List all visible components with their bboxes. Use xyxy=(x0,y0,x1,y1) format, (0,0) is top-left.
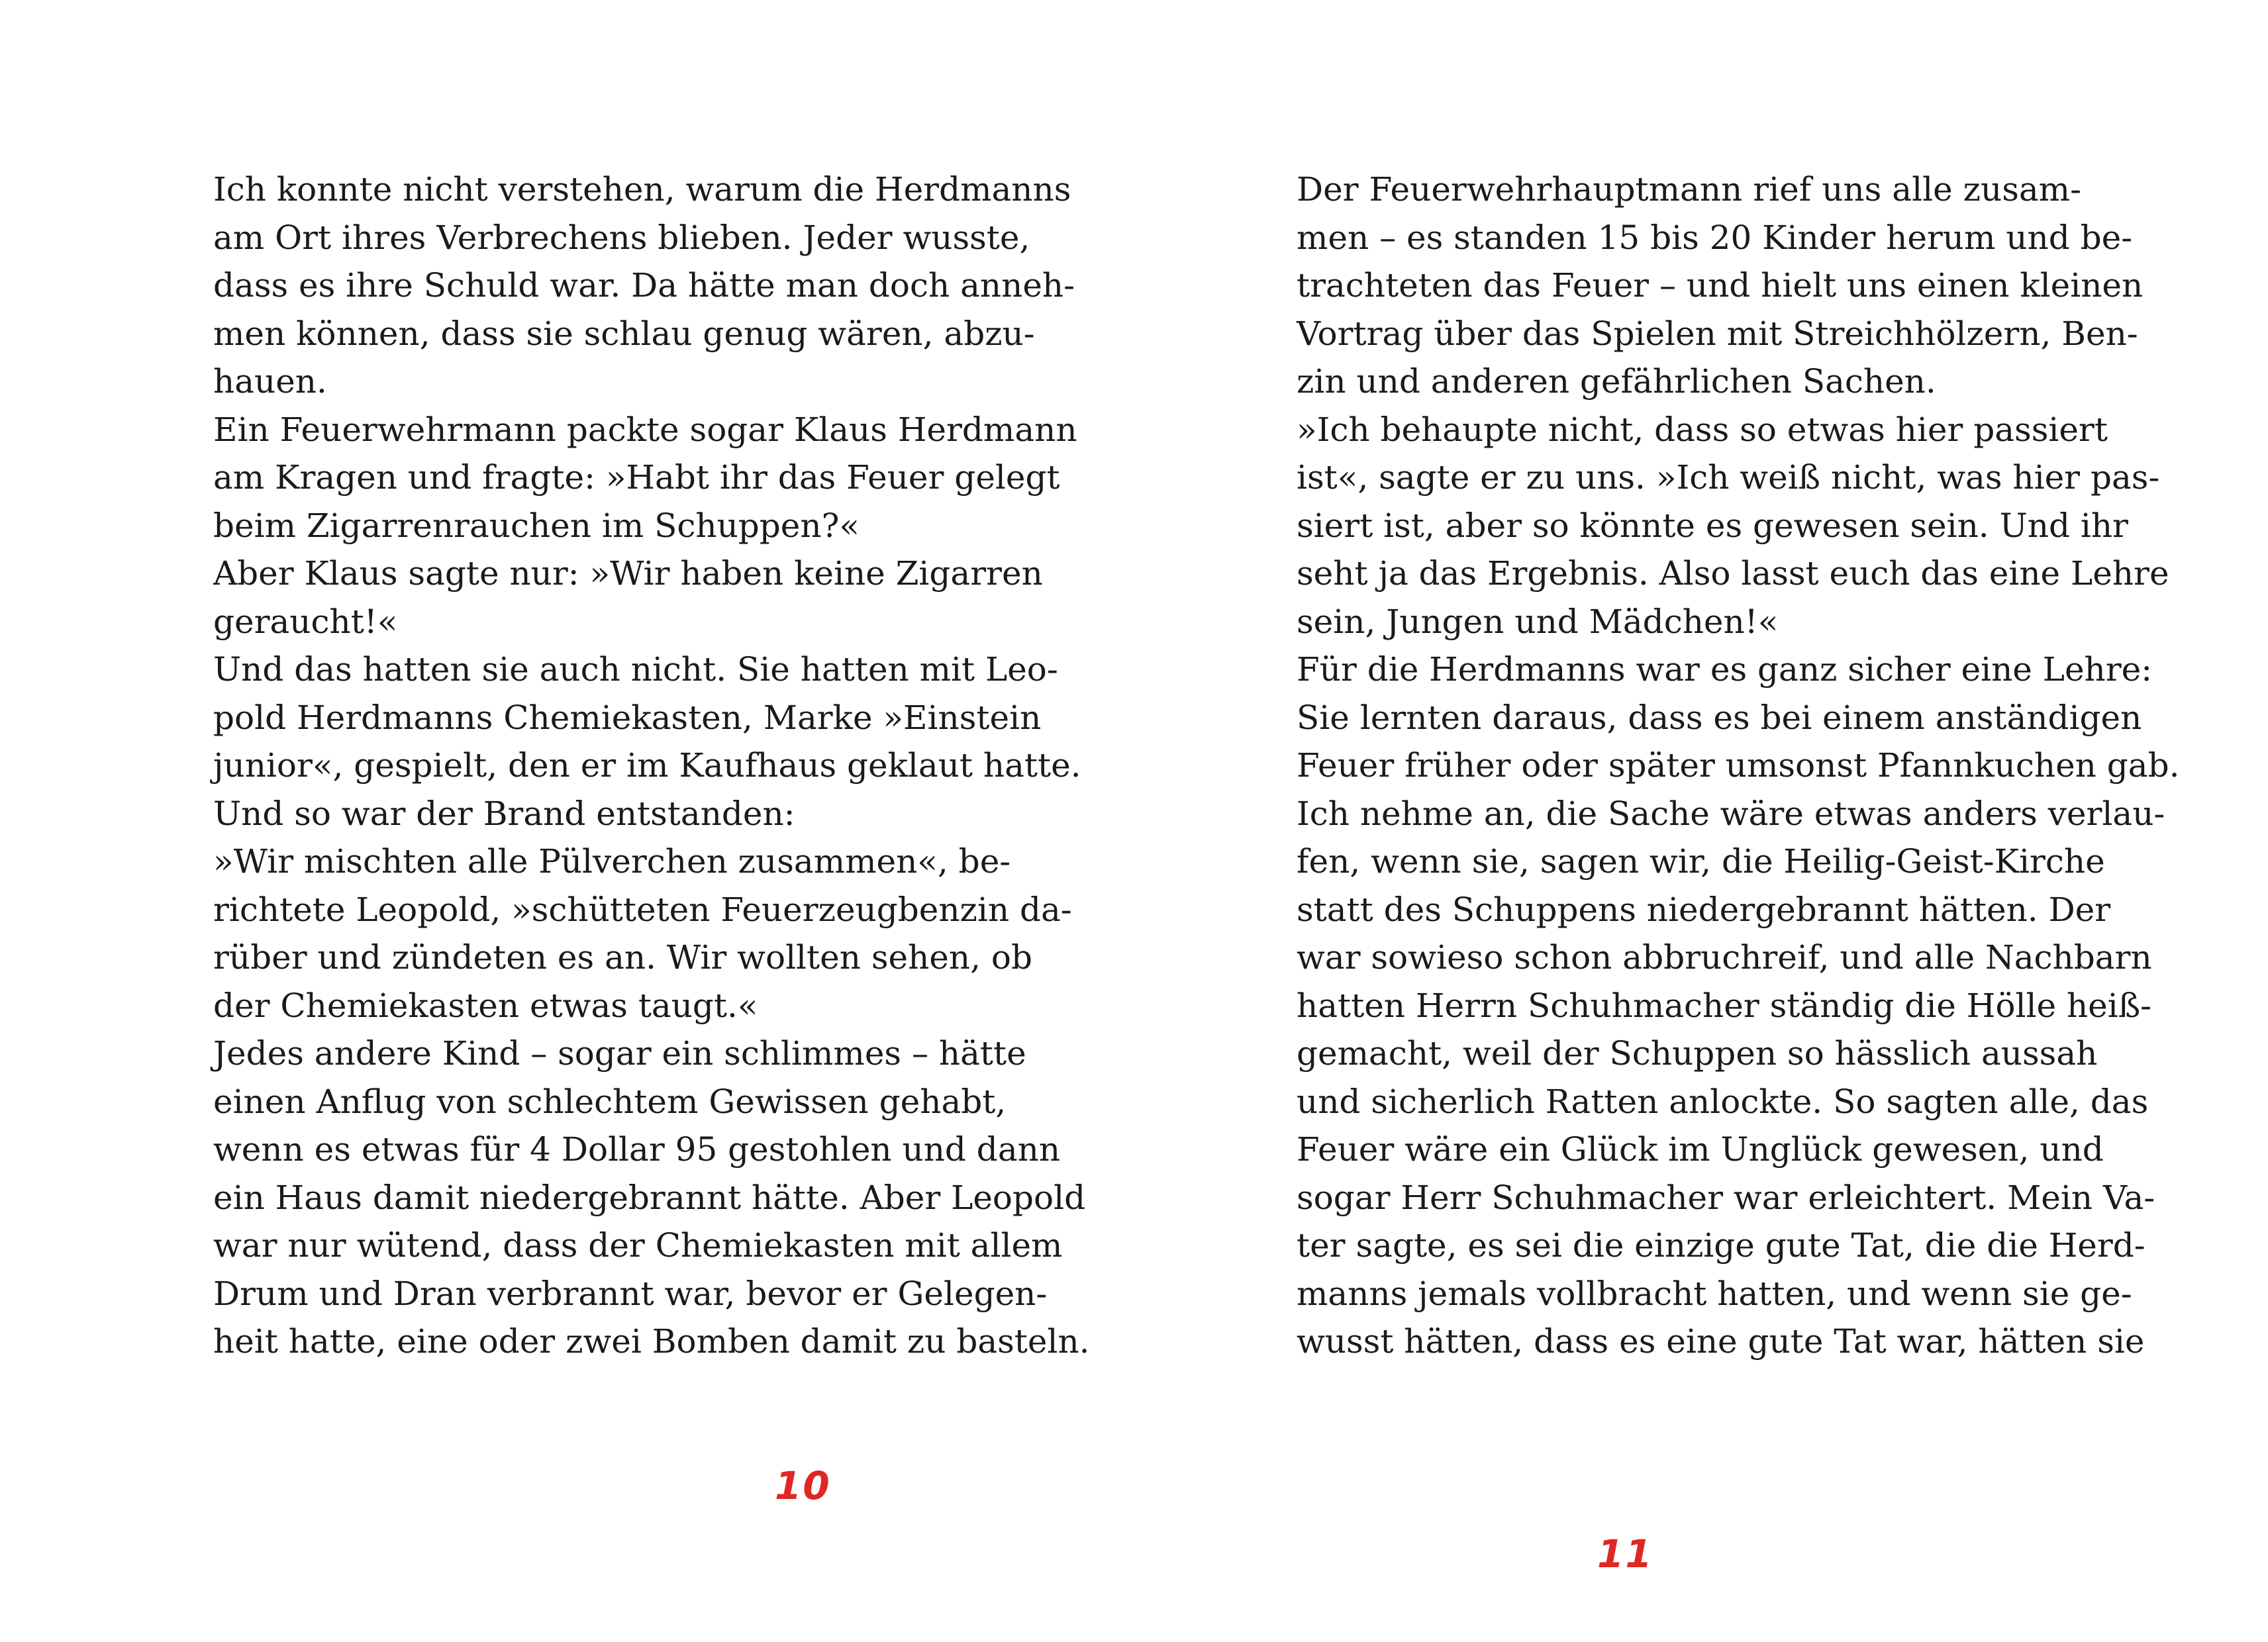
text-line: Drum und Dran verbrannt war, bevor er Gelegen- xyxy=(213,1274,1048,1313)
text-line: Jedes andere Kind – sogar ein schlimmes – hätte xyxy=(213,1034,1026,1073)
text-line: der Chemiekasten etwas taugt.« xyxy=(213,986,758,1025)
text-line: sein, Jungen und Mädchen!« xyxy=(1297,602,1779,641)
text-line: ein Haus damit niedergebrannt hätte. Aber Leopold xyxy=(213,1178,1086,1217)
text-line: Ein Feuerwehrmann packte sogar Klaus Herdmann xyxy=(213,410,1077,449)
text-line: Und das hatten sie auch nicht. Sie hatten mit Leo- xyxy=(213,650,1058,689)
text-line: war nur wütend, dass der Chemiekasten mit allem xyxy=(213,1226,1063,1265)
text-line: sogar Herr Schuhmacher war erleichtert. Mein Va- xyxy=(1297,1178,2155,1217)
text-line: Ich konnte nicht verstehen, warum die Herdmanns xyxy=(213,170,1071,209)
text-line: zin und anderen gefährlichen Sachen. xyxy=(1297,362,1936,401)
text-line: pold Herdmanns Chemiekasten, Marke »Einstein xyxy=(213,698,1042,737)
text-line: fen, wenn sie, sagen wir, die Heilig-Geist-Kirche xyxy=(1297,842,2105,881)
text-line: beim Zigarrenrauchen im Schuppen?« xyxy=(213,506,860,545)
text-line: dass es ihre Schuld war. Da hätte man doch anneh- xyxy=(213,266,1075,305)
text-line: und sicherlich Ratten anlockte. So sagten alle, das xyxy=(1297,1082,2149,1121)
text-line: wenn es etwas für 4 Dollar 95 gestohlen und dann xyxy=(213,1130,1061,1169)
text-line: junior«, gespielt, den er im Kaufhaus geklaut hatte. xyxy=(213,746,1081,785)
right-page xyxy=(1134,0,2267,1642)
text-line: Ich nehme an, die Sache wäre etwas anders verlau- xyxy=(1297,794,2165,833)
text-line: richtete Leopold, »schütteten Feuerzeugbenzin da- xyxy=(213,890,1072,929)
text-line: Und so war der Brand entstanden: xyxy=(213,794,795,833)
text-line: manns jemals vollbracht hatten, und wenn sie ge- xyxy=(1297,1274,2132,1313)
left-page-text xyxy=(213,166,1090,1366)
text-line: Vortrag über das Spielen mit Streichhölzern, Ben- xyxy=(1297,314,2138,353)
text-line: »Ich behaupte nicht, dass so etwas hier passiert xyxy=(1297,410,2108,449)
text-line: am Kragen und fragte: »Habt ihr das Feuer gelegt xyxy=(213,458,1060,497)
text-line: Aber Klaus sagte nur: »Wir haben keine Zigarren xyxy=(213,554,1043,593)
text-line: Feuer früher oder später umsonst Pfannkuchen gab. xyxy=(1297,746,2180,785)
text-line: »Wir mischten alle Pülverchen zusammen«, be- xyxy=(213,842,1011,881)
text-line: seht ja das Ergebnis. Also lasst euch das eine Lehre xyxy=(1297,554,2169,593)
text-line: Feuer wäre ein Glück im Unglück gewesen, und xyxy=(1297,1130,2104,1169)
text-line: siert ist, aber so könnte es gewesen sein. Und ihr xyxy=(1297,506,2128,545)
text-line: wusst hätten, dass es eine gute Tat war, hätten sie xyxy=(1297,1322,2145,1361)
right-page-text xyxy=(1297,166,2180,1366)
text-line: Der Feuerwehrhauptmann rief uns alle zusam- xyxy=(1297,170,2081,209)
text-line: men können, dass sie schlau genug wären, abzu- xyxy=(213,314,1035,353)
text-line: Sie lernten daraus, dass es bei einem anständigen xyxy=(1297,698,2142,737)
text-line: hatten Herrn Schuhmacher ständig die Hölle heiß- xyxy=(1297,986,2152,1025)
text-line: rüber und zündeten es an. Wir wollten sehen, ob xyxy=(213,938,1032,977)
page-number-left: 10 xyxy=(775,1463,831,1508)
text-line: hauen. xyxy=(213,362,327,401)
text-line: trachteten das Feuer – und hielt uns einen kleinen xyxy=(1297,266,2144,305)
text-line: men – es standen 15 bis 20 Kinder herum und be- xyxy=(1297,218,2133,257)
text-line: statt des Schuppens niedergebrannt hätten. Der xyxy=(1297,890,2111,929)
text-line: gemacht, weil der Schuppen so hässlich aussah xyxy=(1297,1034,2098,1073)
text-line: am Ort ihres Verbrechens blieben. Jeder wusste, xyxy=(213,218,1030,257)
page-number-right: 11 xyxy=(1597,1531,1653,1576)
text-line: heit hatte, eine oder zwei Bomben damit zu basteln. xyxy=(213,1322,1090,1361)
text-line: ist«, sagte er zu uns. »Ich weiß nicht, was hier pas- xyxy=(1297,458,2160,497)
text-line: ter sagte, es sei die einzige gute Tat, die die Herd- xyxy=(1297,1226,2145,1265)
text-line: war sowieso schon abbruchreif, und alle Nachbarn xyxy=(1297,938,2152,977)
text-line: einen Anflug von schlechtem Gewissen gehabt, xyxy=(213,1082,1007,1121)
text-line: geraucht!« xyxy=(213,602,398,641)
text-line: Für die Herdmanns war es ganz sicher eine Lehre: xyxy=(1297,650,2153,689)
